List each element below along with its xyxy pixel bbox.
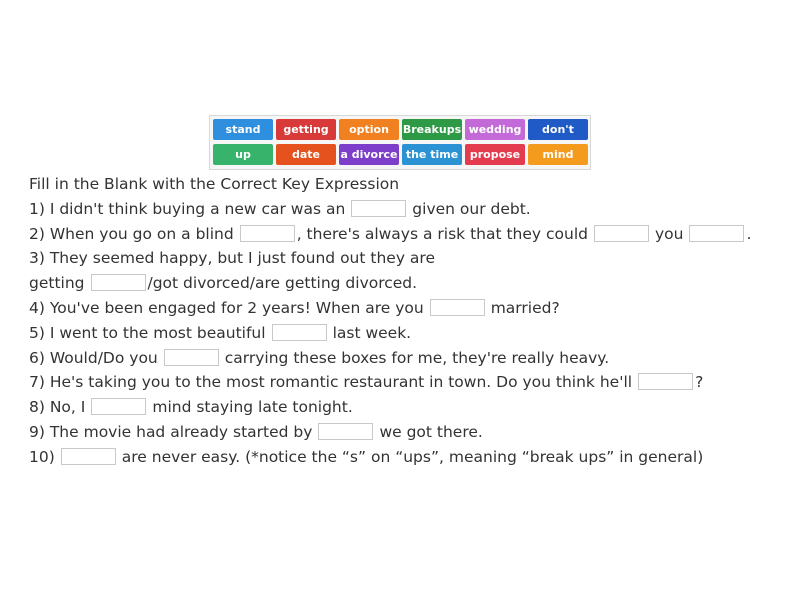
answer-blank-2b[interactable] — [594, 225, 649, 242]
question-2: 2) When you go on a blind , there's always a risk that they could you . — [29, 224, 752, 243]
tile-propose[interactable]: propose — [465, 144, 525, 165]
tile-the-time[interactable]: the time — [402, 144, 462, 165]
answer-blank-4[interactable] — [430, 299, 485, 316]
answer-blank-6[interactable] — [164, 349, 219, 366]
answer-blank-3[interactable] — [91, 274, 146, 291]
answer-blank-8[interactable] — [91, 398, 146, 415]
word-bank — [209, 115, 591, 170]
tile-a-divorce[interactable]: a divorce — [339, 144, 399, 165]
question-6: 6) Would/Do you carrying these boxes for me, they're really heavy. — [29, 348, 610, 367]
tile-mind[interactable]: mind — [528, 144, 588, 165]
tile-dont[interactable]: don't — [528, 119, 588, 140]
exercise-title: Fill in the Blank with the Correct Key Expression — [29, 175, 400, 193]
question-4: 4) You've been engaged for 2 years! When are you married? — [29, 298, 560, 317]
tile-breakups[interactable]: Breakups — [402, 119, 462, 140]
question-5: 5) I went to the most beautiful last week. — [29, 323, 412, 342]
question-1: 1) I didn't think buying a new car was an given our debt. — [29, 199, 531, 218]
answer-blank-7[interactable] — [638, 373, 693, 390]
question-3-cont: getting /got divorced/are getting divorced. — [29, 274, 418, 293]
question-3: 3) They seemed happy, but I just found out they are — [29, 249, 435, 268]
answer-blank-1[interactable] — [351, 200, 406, 217]
exercise-text — [29, 172, 789, 470]
tile-getting[interactable]: getting — [276, 119, 336, 140]
tile-option[interactable]: option — [339, 119, 399, 140]
answer-blank-2c[interactable] — [689, 225, 744, 242]
answer-blank-2a[interactable] — [240, 225, 295, 242]
tile-date[interactable]: date — [276, 144, 336, 165]
question-7: 7) He's taking you to the most romantic restaurant in town. Do you think he'll ? — [29, 373, 704, 392]
tile-stand[interactable]: stand — [213, 119, 273, 140]
answer-blank-5[interactable] — [272, 324, 327, 341]
question-9: 9) The movie had already started by we got there. — [29, 422, 483, 441]
question-8: 8) No, I mind staying late tonight. — [29, 398, 353, 417]
answer-blank-9[interactable] — [318, 423, 373, 440]
question-10: 10) are never easy. (*notice the “s” on “ups”, meaning “break ups” in general) — [29, 447, 704, 466]
tile-wedding[interactable]: wedding — [465, 119, 525, 140]
tile-up[interactable]: up — [213, 144, 273, 165]
answer-blank-10[interactable] — [61, 448, 116, 465]
